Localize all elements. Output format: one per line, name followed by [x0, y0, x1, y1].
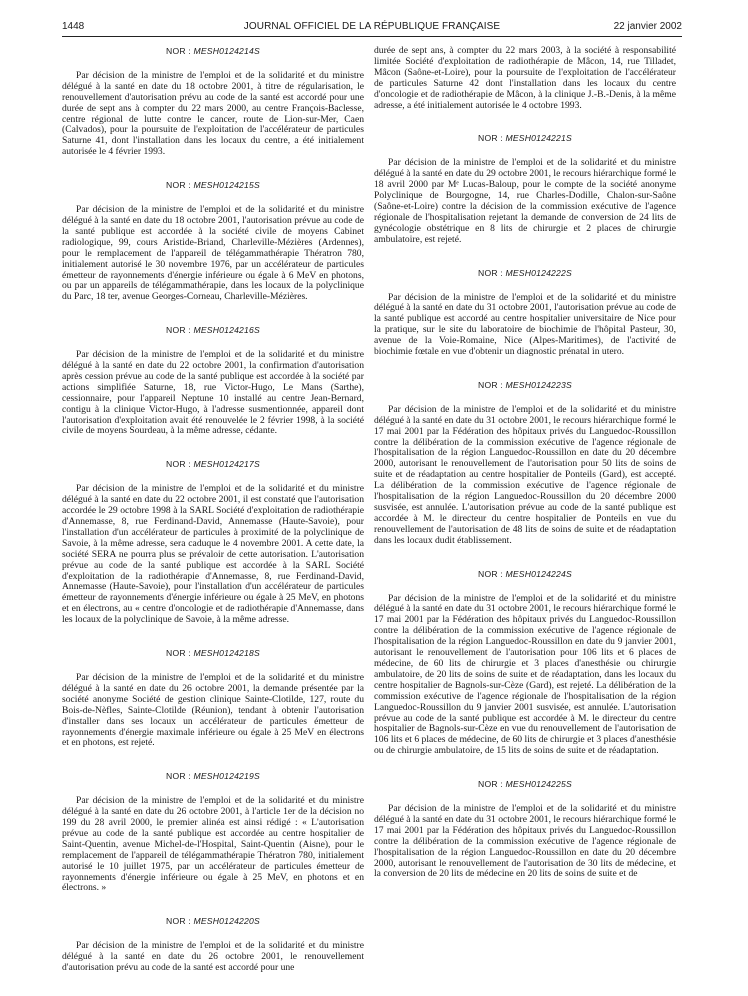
- right-column: [374, 46, 676, 902]
- nor-code: MESH0124214S: [193, 46, 260, 56]
- nor-reference: [374, 779, 676, 790]
- decision-paragraph: Par décision de la ministre de l'emploi et de la solidarité et du ministre délégué à la santé en date du 29 octobre 2001, le recours hiérarchique formé le 18 avril 2000 par Mᵉ Lucas-Baloup, pour le compte de la société anonyme Polyclinique de Bourgogne, 14, rue Charles-Dodille, Chalon-sur-Saône (Saône-et-Loire) contre la décision de la commission exécutive de l'agence régionale de l'hospitalisation rejetant la demande de conversion de 24 lits de gynécologie obstétrique en 8 lits de chirurgie et 2 places de chirurgie ambulatoire, est rejeté.: [374, 157, 676, 245]
- decision-paragraph: Par décision de la ministre de l'emploi et de la solidarité et du ministre délégué à la santé en date du 18 octobre 2001, à titre de régularisation, le renouvellement d'autorisation prévu au code de la santé est accordé pour une durée de sept ans à compter du 22 mars 2000, au centre François-Baclesse, centre régional de lutte contre le cancer, route de Lion-sur-Mer, Caen (Calvados), pour la poursuite de l'exploitation de l'accélérateur de particules Saturne 41, dont l'installation dans les locaux du centre, a été initialement autorisée le 4 février 1993.: [62, 69, 364, 158]
- decision-paragraph: Par décision de la ministre de l'emploi et de la solidarité et du ministre délégué à la santé en date du 18 octobre 2001, l'autorisation prévue au code de la santé publique est accordée à la société civile de moyens Cabinet radiologique, 99, cours Aristide-Briand, Charleville-Mézières (Ardennes), pour le remplacement de l'appareil de télégammathérapie Thératron 780, initialement autorisé le 30 novembre 1976, par un accélérateur de particules émetteur de rayonnements d'énergie inférieure ou égale à 6 MeV en photons, ou par un appareils de télégammathérapie, dans les locaux de la polyclinique du Parc, 18 ter, avenue Georges-Corneau, Charleville-Mézières.: [62, 204, 364, 303]
- nor-code: MESH0124216S: [193, 325, 260, 336]
- decision-paragraph: durée de sept ans, à compter du 22 mars 2003, à la société à responsabilité limitée Société d'exploitation de radiothérapie de Mâcon, 14, rue Tilladet, Mâcon (Saône-et-Loire), pour la poursuite de l'exploitation de l'accélérateur de particules Saturne 42 dont l'installation dans les locaux du centre d'oncologie et de radiothérapie de Mâcon, à la clinique J.-B.-Denis, à la même adresse, a été initialement autorisée le 4 octobre 1993.: [374, 45, 676, 111]
- nor-reference: [62, 459, 364, 470]
- decision-paragraph: Par décision de la ministre de l'emploi et de la solidarité et du ministre délégué à la santé en date du 31 octobre 2001, l'autorisation prévue au code de la santé publique est accordé au centre hospitalier universitaire de Nice pour la pratique, sur le site du laboratoire de biochimie de l'hôpital Pasteur, 30, avenue de la Voie-Romaine, Nice (Alpes-Maritimes), de l'activité de biochimie fœtale en vue d'obtenir un diagnostic prénatal in utero.: [374, 291, 676, 358]
- nor-code: MESH0124218S: [193, 648, 260, 659]
- nor-label: NOR :: [478, 379, 503, 390]
- decision-paragraph: Par décision de la ministre de l'emploi et de la solidarité et du ministre délégué à la santé en date du 31 octobre 2001, le recours hiérarchique formé le 17 mai 2001 par la Fédération des hôpitaux privés du Languedoc-Roussillon contre la délibération de la commission exécutive de l'agence régionale de l'hospitalisation de la région Languedoc-Roussillon en date du 20 décembre 2000, autorisant le renouvellement de l'autorisation de 30 lits de médecine, et la conversion de 20 lits de médecine en 20 lits de soins de suite et de: [374, 803, 676, 880]
- nor-reference: [62, 648, 364, 659]
- nor-code: MESH0124225S: [505, 779, 572, 790]
- nor-label: NOR :: [166, 771, 191, 782]
- nor-label: NOR :: [478, 568, 503, 579]
- nor-label: NOR :: [166, 459, 191, 470]
- nor-label: NOR :: [478, 779, 503, 790]
- decision-paragraph: Par décision de la ministre de l'emploi et de la solidarité et du ministre délégué à la santé en date du 26 octobre 2001, la demande présentée par la société anonyme Société de gestion clinique Sainte-Clotilde, 127, route du Bois-de-Nèfles, Sainte-Clotilde (Réunion), tendant à obtenir l'autorisation d'installer dans ses locaux un accélérateur de particules émetteur de rayonnements d'énergie maximale inférieure ou égale à 25 MeV en électrons et en photons, est rejeté.: [62, 671, 364, 749]
- decision-paragraph: Par décision de la ministre de l'emploi et de la solidarité et du ministre délégué à la santé en date du 22 octobre 2001, la confirmation d'autorisation après cession prévue au code de la santé publique est accordée à la société par actions simplifiée Saturne, 18, rue Victor-Hugo, Le Mans (Sarthe), cessionnaire, pour l'appareil Neptune 10 installé au centre Jean-Bernard, contigu à la clinique Victor-Hugo, à l'adresse susmentionnée, appareil dont l'autorisation d'exploitation avait été renouvelée le 2 février 1998, à la société civile de moyens Sourdeau, à la même adresse, cédante.: [62, 349, 364, 437]
- nor-reference: [62, 180, 364, 191]
- left-column: [62, 46, 364, 996]
- decision-paragraph: Par décision de la ministre de l'emploi et de la solidarité et du ministre délégué à la santé en date du 22 octobre 2001, il est constaté que l'autorisation accordée le 29 octobre 1998 à la SARL Société d'exploitation de radiothérapie d'Annemasse, 8, rue Ferdinand-David, Annemasse (Haute-Savoie), pour l'installation d'un accélérateur de particules à proximité de la polyclinique de Savoie, à la même adresse, sera caduque le 4 novembre 2001. A cette date, la société SERA ne pourra plus se prévaloir de cette autorisation. L'autorisation prévue au code de la santé publique est accordée à la SARL Société d'exploitation de la radiothérapie d'Annemasse, 8, rue Ferdinand-David, Annemasse (Haute-Savoie), pour l'installation d'un accélérateur de particules émetteur de rayonnements d'énergie inférieure ou égale à 25 MeV, en photons et en électrons, au « centre d'oncologie et de radiothérapie d'Annemasse, dans les locaux de la polyclinique de Savoie, à la même adresse.: [62, 483, 364, 626]
- nor-label: NOR :: [478, 267, 503, 278]
- page-number: 1448: [62, 21, 85, 32]
- nor-reference: [374, 380, 676, 391]
- nor-code: MESH0124217S: [193, 459, 260, 470]
- page-header: [62, 20, 682, 37]
- nor-code: MESH0124219S: [193, 771, 260, 782]
- nor-code: MESH0124222S: [505, 267, 572, 278]
- nor-label: NOR :: [166, 180, 191, 191]
- nor-code: MESH0124223S: [505, 379, 572, 390]
- decision-paragraph: Par décision de la ministre de l'emploi et de la solidarité et du ministre délégué à la santé en date du 26 octobre 2001, le renouvellement d'autorisation prévu au code de la santé est accordé pour une: [62, 940, 364, 974]
- issue-date: 22 janvier 2002: [613, 21, 682, 32]
- nor-reference: [62, 916, 364, 927]
- nor-label: NOR :: [478, 133, 503, 144]
- journal-title: JOURNAL OFFICIEL DE LA RÉPUBLIQUE FRANÇAISE: [243, 21, 501, 32]
- nor-label: NOR :: [166, 46, 191, 56]
- decision-paragraph: Par décision de la ministre de l'emploi et de la solidarité et du ministre délégué à la santé en date du 26 octobre 2001, à l'article 1er de la décision no 199 du 28 avril 2000, le premier alinéa est ainsi rédigé : « L'autorisation prévue au code de la santé publique est accordée au centre hospitalier de Saint-Quentin, avenue Michel-de-l'Hospital, Saint-Quentin (Aisne), pour le remplacement de l'appareil de télégammathérapie Thératron 780, initialement autorisé le 10 juillet 1975, par un accélérateur de particules émetteur de rayonnements d'énergie inférieure ou égale à 25 MeV, en photons et en électrons. »: [62, 795, 364, 894]
- nor-reference: [62, 771, 364, 782]
- nor-reference: [374, 569, 676, 580]
- decision-paragraph: Par décision de la ministre de l'emploi et de la solidarité et du ministre délégué à la santé en date du 31 octobre 2001, le recours hiérarchique formé le 17 mai 2001 par la Fédération des hôpitaux privés du Languedoc-Roussillon contre la délibération de la commission exécutive de l'agence régionale de l'hospitalisation de la région Languedoc-Roussillon en date du 20 décembre 2000, autorisant le renouvellement de l'autorisation pour 50 lits de soins de suite et de réadaptation au centre hospitalier de Ponteils (Gard), est accepté. La délibération de la commission exécutive de l'agence régionale de l'hospitalisation de la région Languedoc-Roussillon du 20 décembre 2000 susvisée, est annulée. L'autorisation prévue au code de la santé publique est accordée à M. le directeur du centre hospitalier de Ponteils en vue du renouvellement de l'autorisation de 48 lits de soins de suite et de réadaptation dans les locaux dudit établissement.: [374, 403, 676, 546]
- nor-reference: [62, 325, 364, 336]
- nor-label: NOR :: [166, 325, 191, 336]
- nor-reference: [374, 268, 676, 279]
- nor-code: MESH0124221S: [505, 133, 572, 144]
- nor-label: NOR :: [166, 648, 191, 659]
- nor-reference: [62, 46, 364, 57]
- nor-reference: [374, 133, 676, 144]
- nor-label: NOR :: [166, 916, 191, 927]
- nor-code: MESH0124224S: [505, 568, 572, 579]
- decision-paragraph: Par décision de la ministre de l'emploi et de la solidarité et du ministre délégué à la santé en date du 31 octobre 2001, le recours hiérarchique formé le 17 mai 2001 par la Fédération des hôpitaux privés du Languedoc-Roussillon contre la délibération de la commission exécutive de l'agence régionale de l'hospitalisation de la région Languedoc-Roussillon en date du 9 janvier 2001, autorisant le renouvellement de l'autorisation pour 106 lits et 6 places de médecine, de 60 lits de chirurgie et 3 places d'anesthésie ou chirurgie ambulatoire, de 20 lits de soins de suite et de réadaptation, dans les locaux du centre hospitalier de Bagnols-sur-Cèze (Gard), est rejeté. La délibération de la commission exécutive de l'agence régionale de l'hospitalisation de la région Languedoc-Roussillon du 9 janvier 2001 susvisée, est annulée. L'autorisation prévue au code de la santé publique est accordée à M. le directeur du centre hospitalier de Bagnols-sur-Cèze en vue du renouvellement de l'autorisation de 106 lits et 6 places de médecine, de 60 lits de chirurgie et 3 places d'anesthésie ou de chirurgie ambulatoire, de 15 lits de soins de suite et de réadaptation.: [374, 592, 676, 757]
- nor-code: MESH0124215S: [193, 180, 260, 191]
- nor-code: MESH0124220S: [193, 916, 260, 927]
